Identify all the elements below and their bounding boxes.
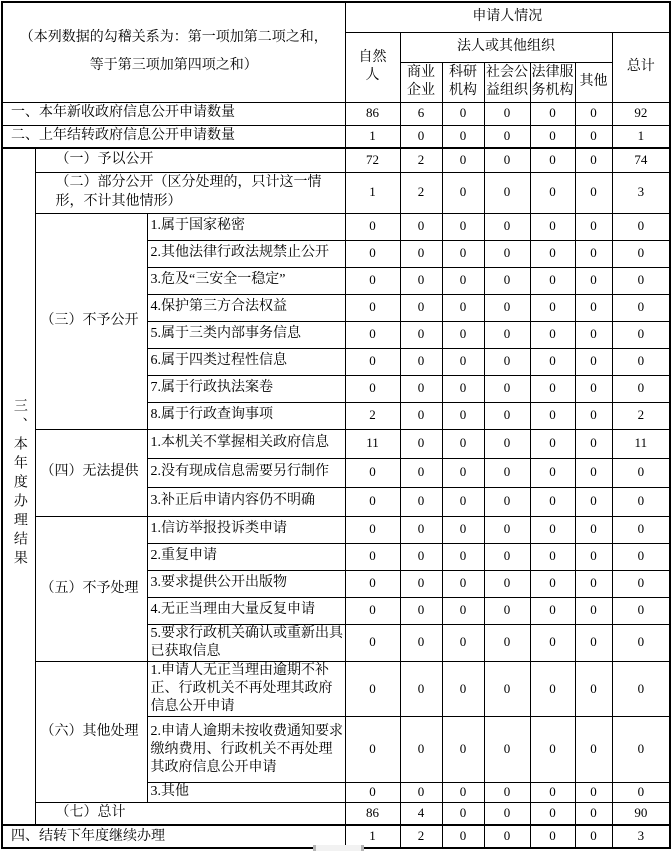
value-cell: 0 (484, 717, 530, 783)
value-cell: 0 (442, 125, 484, 148)
checksum-note: （本列数据的勾稽关系为：第一项加第二项之和，等于第三项加第四项之和） (2, 2, 345, 102)
row-new-requests (2, 102, 670, 125)
value-cell: 0 (530, 148, 575, 172)
value-cell: 0 (442, 148, 484, 172)
value-cell: 0 (575, 348, 612, 375)
row-label: （一）予以公开 (35, 148, 345, 172)
value-cell: 0 (442, 102, 484, 125)
value-cell: 0 (345, 267, 400, 294)
value-cell: 0 (612, 487, 670, 516)
value-cell: 0 (345, 458, 400, 487)
value-cell: 0 (484, 661, 530, 717)
value-cell: 0 (442, 516, 484, 543)
value-cell: 0 (575, 783, 612, 802)
value-cell: 0 (575, 661, 612, 717)
value-cell: 0 (484, 429, 530, 458)
item-label: 1.属于国家秘密 (147, 213, 345, 240)
value-cell: 0 (530, 597, 575, 624)
value-cell: 0 (612, 661, 670, 717)
value-cell: 0 (442, 597, 484, 624)
value-cell: 0 (575, 102, 612, 125)
value-cell: 0 (484, 802, 530, 825)
value-cell: 0 (612, 348, 670, 375)
value-cell: 0 (400, 661, 442, 717)
value-cell: 74 (612, 148, 670, 172)
value-cell: 0 (345, 487, 400, 516)
header-research-institution (442, 62, 484, 102)
value-cell: 0 (575, 267, 612, 294)
row-granted (2, 148, 670, 172)
value-cell: 0 (442, 783, 484, 802)
value-cell: 0 (530, 267, 575, 294)
value-cell: 0 (484, 570, 530, 597)
value-cell: 0 (345, 783, 400, 802)
value-cell: 0 (484, 348, 530, 375)
value-cell: 2 (400, 172, 442, 213)
value-cell: 1 (345, 825, 400, 848)
value-cell: 92 (612, 102, 670, 125)
value-cell: 0 (400, 570, 442, 597)
value-cell: 1 (345, 172, 400, 213)
header-social-welfare-org (484, 62, 530, 102)
value-cell: 0 (400, 240, 442, 267)
value-cell: 0 (400, 516, 442, 543)
value-cell: 0 (442, 624, 484, 661)
value-cell: 0 (612, 783, 670, 802)
row-notprocessed-item (2, 516, 670, 543)
value-cell: 0 (484, 783, 530, 802)
value-cell: 0 (442, 172, 484, 213)
value-cell: 0 (400, 402, 442, 429)
header-other-org: 其他 (575, 62, 612, 102)
value-cell: 0 (612, 458, 670, 487)
header-row-1 (2, 2, 670, 32)
value-cell: 0 (575, 458, 612, 487)
value-cell: 0 (575, 487, 612, 516)
horizontal-scrollbar-fragment[interactable] (313, 845, 364, 851)
value-cell: 90 (612, 802, 670, 825)
value-cell: 0 (575, 429, 612, 458)
item-label: 3.要求提供公开出版物 (147, 570, 345, 597)
item-label: 5.要求行政机关确认或重新出具已获取信息 (147, 624, 345, 661)
value-cell: 0 (612, 375, 670, 402)
value-cell: 0 (345, 240, 400, 267)
value-cell: 0 (484, 624, 530, 661)
value-cell: 86 (345, 802, 400, 825)
row-carried-over (2, 125, 670, 148)
value-cell: 0 (400, 213, 442, 240)
value-cell: 0 (575, 213, 612, 240)
value-cell: 0 (612, 267, 670, 294)
value-cell: 0 (530, 661, 575, 717)
value-cell: 0 (530, 487, 575, 516)
value-cell: 0 (400, 348, 442, 375)
item-label: 3.危及“三安全一稳定” (147, 267, 345, 294)
row-label: 二、上年结转政府信息公开申请数量 (2, 125, 345, 148)
value-cell: 0 (575, 294, 612, 321)
value-cell: 0 (530, 458, 575, 487)
category-label-other-handling: （六）其他处理 (35, 661, 147, 802)
header-legal-org: 法人或其他组织 (400, 32, 612, 62)
value-cell: 0 (612, 516, 670, 543)
value-cell: 3 (612, 172, 670, 213)
value-cell: 2 (345, 402, 400, 429)
value-cell: 0 (442, 294, 484, 321)
value-cell: 0 (442, 661, 484, 717)
item-label: 2.重复申请 (147, 543, 345, 570)
value-cell: 0 (442, 213, 484, 240)
category-label-unable: （四）无法提供 (35, 429, 147, 516)
value-cell: 0 (484, 825, 530, 848)
item-label: 2.申请人逾期未按收费通知要求缴纳费用、行政机关不再处理其政府信息公开申请 (147, 717, 345, 783)
value-cell: 0 (575, 570, 612, 597)
value-cell: 2 (400, 825, 442, 848)
row-denied-item (2, 213, 670, 240)
item-label: 2.没有现成信息需要另行制作 (147, 458, 345, 487)
value-cell: 0 (612, 240, 670, 267)
row-unable-item (2, 429, 670, 458)
header-commercial-enterprise (400, 62, 442, 102)
value-cell: 0 (400, 624, 442, 661)
item-label: 5.属于三类内部事务信息 (147, 321, 345, 348)
disclosure-report-table (1, 1, 671, 849)
value-cell: 0 (530, 543, 575, 570)
value-cell: 0 (575, 148, 612, 172)
row-section3-total (2, 802, 670, 825)
value-cell: 0 (345, 375, 400, 402)
value-cell: 0 (612, 597, 670, 624)
section3-vertical-label: 三、本年度办理结果 (11, 397, 27, 569)
value-cell: 0 (345, 661, 400, 717)
value-cell: 0 (530, 294, 575, 321)
value-cell: 0 (400, 458, 442, 487)
value-cell: 4 (400, 802, 442, 825)
value-cell: 0 (442, 267, 484, 294)
value-cell: 0 (575, 516, 612, 543)
value-cell: 0 (484, 321, 530, 348)
value-cell: 0 (400, 543, 442, 570)
value-cell: 0 (484, 597, 530, 624)
value-cell: 0 (442, 429, 484, 458)
value-cell: 0 (400, 125, 442, 148)
value-cell: 0 (484, 487, 530, 516)
value-cell: 3 (612, 825, 670, 848)
item-label: 4.无正当理由大量反复申请 (147, 597, 345, 624)
value-cell: 0 (400, 717, 442, 783)
value-cell: 0 (530, 348, 575, 375)
value-cell: 0 (530, 375, 575, 402)
value-cell: 0 (575, 321, 612, 348)
header-legal-service-org (530, 62, 575, 102)
value-cell: 0 (575, 172, 612, 213)
category-label-not-processed: （五）不予处理 (35, 516, 147, 661)
value-cell: 1 (612, 125, 670, 148)
value-cell: 0 (484, 267, 530, 294)
value-cell: 11 (345, 429, 400, 458)
value-cell: 0 (484, 543, 530, 570)
item-label: 4.保护第三方合法权益 (147, 294, 345, 321)
row-otherhandling-item (2, 661, 670, 717)
value-cell: 0 (612, 543, 670, 570)
value-cell: 0 (442, 487, 484, 516)
value-cell: 0 (345, 570, 400, 597)
value-cell: 0 (345, 321, 400, 348)
value-cell: 0 (484, 458, 530, 487)
value-cell: 1 (345, 125, 400, 148)
value-cell: 0 (612, 213, 670, 240)
value-cell: 0 (345, 348, 400, 375)
value-cell: 0 (400, 783, 442, 802)
item-label: 3.补正后申请内容仍不明确 (147, 487, 345, 516)
value-cell: 0 (442, 321, 484, 348)
value-cell: 0 (530, 240, 575, 267)
value-cell: 0 (400, 321, 442, 348)
value-cell: 0 (575, 597, 612, 624)
value-cell: 0 (484, 213, 530, 240)
value-cell: 0 (400, 597, 442, 624)
value-cell: 0 (484, 172, 530, 213)
value-cell: 2 (400, 148, 442, 172)
value-cell: 0 (612, 624, 670, 661)
value-cell: 0 (575, 240, 612, 267)
value-cell: 0 (575, 402, 612, 429)
item-label: 7.属于行政执法案卷 (147, 375, 345, 402)
value-cell: 0 (345, 213, 400, 240)
value-cell: 0 (530, 321, 575, 348)
value-cell: 0 (575, 375, 612, 402)
value-cell: 0 (442, 825, 484, 848)
value-cell: 0 (530, 516, 575, 543)
item-label: 1.信访举报投诉类申请 (147, 516, 345, 543)
header-social-welfare-org-label: 社会公益组织 (486, 64, 529, 98)
row-partial (2, 172, 670, 213)
value-cell: 0 (484, 125, 530, 148)
value-cell: 0 (530, 125, 575, 148)
value-cell: 0 (575, 825, 612, 848)
value-cell: 0 (400, 487, 442, 516)
item-label: 8.属于行政查询事项 (147, 402, 345, 429)
value-cell: 0 (400, 429, 442, 458)
value-cell: 0 (530, 624, 575, 661)
value-cell: 2 (612, 402, 670, 429)
row-label: （二）部分公开（区分处理的，只计这一情形，不计其他情形） (35, 172, 345, 213)
value-cell: 0 (442, 402, 484, 429)
value-cell: 11 (612, 429, 670, 458)
header-total: 总计 (612, 32, 670, 102)
value-cell: 0 (575, 802, 612, 825)
item-label: 3.其他 (147, 783, 345, 802)
value-cell: 0 (345, 624, 400, 661)
value-cell: 0 (575, 125, 612, 148)
value-cell: 0 (345, 597, 400, 624)
header-natural-person (345, 32, 400, 102)
value-cell: 0 (530, 717, 575, 783)
value-cell: 0 (345, 717, 400, 783)
header-natural-person-label: 自然人 (358, 49, 387, 83)
item-label: 6.属于四类过程性信息 (147, 348, 345, 375)
value-cell: 0 (345, 516, 400, 543)
value-cell: 86 (345, 102, 400, 125)
category-label-denied: （三）不予公开 (35, 213, 147, 429)
row-label: 四、结转下年度继续办理 (2, 825, 345, 848)
value-cell: 0 (484, 148, 530, 172)
value-cell: 0 (400, 375, 442, 402)
value-cell: 0 (612, 321, 670, 348)
value-cell: 6 (400, 102, 442, 125)
value-cell: 0 (442, 570, 484, 597)
header-research-institution-label: 科研机构 (449, 64, 478, 98)
header-commercial-enterprise-label: 商业企业 (407, 64, 436, 98)
value-cell: 0 (612, 717, 670, 783)
value-cell: 0 (442, 543, 484, 570)
value-cell: 0 (442, 240, 484, 267)
header-legal-service-org-label: 法律服务机构 (531, 64, 574, 98)
item-label: 1.本机关不掌握相关政府信息 (147, 429, 345, 458)
item-label: 1.申请人无正当理由逾期不补正、行政机关不再处理其政府信息公开申请 (147, 661, 345, 717)
value-cell: 0 (575, 543, 612, 570)
value-cell: 0 (530, 802, 575, 825)
section3-vertical-label-cell (2, 148, 35, 825)
value-cell: 0 (484, 294, 530, 321)
item-label: 2.其他法律行政法规禁止公开 (147, 240, 345, 267)
value-cell: 0 (530, 783, 575, 802)
row-label: （七）总计 (35, 802, 345, 825)
value-cell: 0 (442, 348, 484, 375)
value-cell: 0 (442, 717, 484, 783)
value-cell: 0 (484, 375, 530, 402)
value-cell: 0 (400, 294, 442, 321)
value-cell: 0 (575, 624, 612, 661)
header-applicant-status: 申请人情况 (345, 2, 670, 32)
value-cell: 0 (484, 240, 530, 267)
value-cell: 0 (575, 717, 612, 783)
value-cell: 0 (612, 570, 670, 597)
value-cell: 0 (530, 825, 575, 848)
value-cell: 0 (530, 172, 575, 213)
value-cell: 0 (530, 102, 575, 125)
value-cell: 0 (442, 458, 484, 487)
value-cell: 0 (484, 516, 530, 543)
value-cell: 0 (530, 213, 575, 240)
value-cell: 0 (484, 102, 530, 125)
value-cell: 0 (442, 802, 484, 825)
value-cell: 0 (530, 402, 575, 429)
value-cell: 0 (345, 543, 400, 570)
value-cell: 0 (400, 267, 442, 294)
row-label: 一、本年新收政府信息公开申请数量 (2, 102, 345, 125)
value-cell: 0 (442, 375, 484, 402)
value-cell: 0 (530, 570, 575, 597)
value-cell: 72 (345, 148, 400, 172)
value-cell: 0 (345, 294, 400, 321)
value-cell: 0 (484, 402, 530, 429)
value-cell: 0 (530, 429, 575, 458)
value-cell: 0 (612, 294, 670, 321)
